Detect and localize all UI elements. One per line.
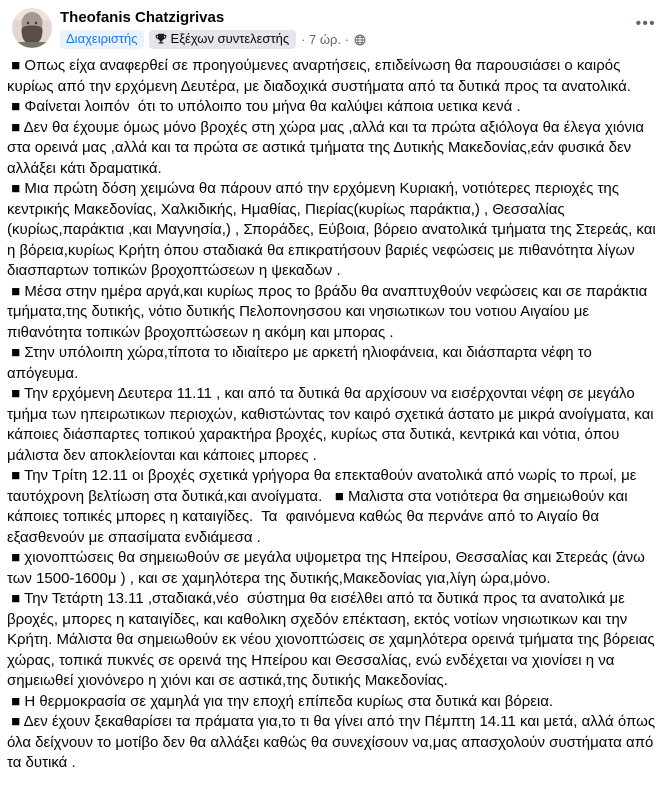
- post-paragraph: ■ Η θερμοκρασία σε χαμηλά για την εποχή επίπεδα κυρίως στα δυτικά και βόρεια.: [7, 692, 554, 710]
- author-name[interactable]: Theofanis Chatzigrivas: [60, 9, 225, 26]
- post-paragraph: ■ Την ερχόμενη Δευτερα 11.11 , και από τα δυτικά θα αρχίσουν να εισέρχονται νέφη σε μεγάλο τμήμα των ηπειρωτικων περιοχών, καθιστώντας τον καιρό σχετικά άστατο με μικρά ανοίγματα, και κάποιες διάσπαρτες τοπικού χαρακτήρα βροχές, κυρίως στα δυτικά, κεντρικά και νότια, όπου μάλιστα δεν αποκλείονται και κάποιες μπορες .: [7, 385, 658, 464]
- avatar[interactable]: [12, 8, 52, 48]
- post-body: [0, 49, 672, 776]
- post-paragraph: ■ Μέσα στην ημέρα αργά,και κυρίως προς το βράδυ θα αναπτυχθούν νεφώσεις και σε παράκτια τμήματα,της δυτικής, νότιο δυτικής Πελοπονησσου και νησιωτικων του νοτιου Αιγαίου με πιθανότητα τοπικών βροχοπτώσεων η ακόμη και μπορας .: [7, 282, 652, 341]
- post-paragraph: ■ Φαίνεται λοιπόν ότι το υπόλοιπο του μήνα θα καλύψει κάποια υετικα κενά .: [7, 98, 521, 115]
- admin-badge[interactable]: Διαχειριστής: [60, 30, 144, 49]
- post-paragraph: ■ Μια πρώτη δόση χειμώνα θα πάρουν από την ερχόμενη Κυριακή, νοτιότερες περιοχές της κεντρικής Μακεδονίας, Χαλκιδικής, Ημαθίας, Πιερίας(κυρίως παράκτια,) , Θεσσαλίας (κυρίως,παράκτια ,και Μαγνησία,) , Σποράδες, Εύβοια, βόρειο ανατολικά τμήματα της Στερεάς, και η βόρεια,κυρίως Κρήτη όπου σταδιακά θα επικρατήσουν βαριές νεφώσεις με πιθανότητα λίγων διασπαρτων τοπικών βροχοπτώσεων η ψεκαδων .: [7, 180, 660, 279]
- contributor-badge-label: Εξέχων συντελεστής: [170, 31, 290, 46]
- post-timestamp[interactable]: · 7 ώρ. ·: [301, 32, 349, 47]
- more-options-button[interactable]: •••: [635, 15, 656, 32]
- post-paragraph: ■ Την Τετάρτη 13.11 ,σταδιακά,νέο σύστημα θα εισέλθει από τα δυτικά προς τα ανατολικά με βροχές, μπορες η καταιγίδες, και καθολικη σχεδόν επέκταση, εκτός νοτίων νησιωτικων και την Κρήτη. Μάλιστα θα σημειωθούν εκ νέου χιονοπτώσεις σε χαμηλότερα ορεινά τμήματα της βόρειας χώρας, τοπικά πυκνές σε ορεινά της Ηπείρου και Θεσσαλίας, ενώ ενδέχεται να χιονίσει η να σημειωθεί χιονόνερο η χιόνι και σε αστικά,της δυτικής Μακεδονίας.: [7, 590, 659, 689]
- post-paragraph: ■ Δεν θα έχουμε όμως μόνο βροχές στη χώρα μας ,αλλά και τα πρώτα αξιόλογα θα έλεγα χιόνια στα ορεινά μας ,αλλά και τα πρώτα σε αστικά τμήματα της Δυτικής Μακεδονίας,εάν φυσικά δεν αλλάξει κάτι δραματικά.: [7, 118, 649, 177]
- post-header: [0, 6, 672, 49]
- avatar-image: [12, 8, 52, 48]
- meta-row: [60, 30, 366, 49]
- contributor-badge: [149, 30, 297, 49]
- globe-icon: [354, 34, 366, 46]
- trophy-icon: [155, 33, 167, 45]
- post-paragraph: ■ Οπως είχα αναφερθεί σε προηγούμενες αναρτήσεις, επιδείνωση θα παρουσιάσει ο καιρός κυρίως από την ερχόμενη Δευτέρα, με διαδοχικά συστήματα από τα δυτικά προς τα ανατολικά.: [7, 57, 631, 95]
- post-paragraph: ■ Δεν έχουν ξεκαθαρίσει τα πράματα για,το τι θα γίνει από την Πέμπτη 14.11 και μετά, αλλά όπως όλα δείχνουν το μοτίβο δεν θα αλλάξει καθώς θα συνεχίσουν να,μας απασχολούν συστήματα από τα δυτικά .: [7, 713, 660, 771]
- post-paragraph: ■ Στην υπόλοιπη χώρα,τίποτα το ιδιαίτερο με αρκετή ηλιοφάνεια, και διάσπαρτα νέφη το απόγευμα.: [7, 344, 597, 382]
- post-paragraph: ■ Την Τρίτη 12.11 οι βροχές σχετικά γρήγορα θα επεκταθούν ανατολικά από νωρίς το πρωί, με ταυτόχρονη βελτίωση στα δυτικά,και ανοίγματα. ■ Μαλιστα στα νοτιότερα θα σημειωθούν και κάποιες τοπικές μπορες η καταιγίδες. Τα φαινόμενα καθώς θα περνάνε από το Αιγαίο θα εξασθενούν με σπασίματα ενδιάμεσα .: [7, 467, 641, 546]
- post-paragraph: ■ χιονοπτώσεις θα σημειωθούν σε μεγάλα υψομετρα της Ηπείρου, Θεσσαλίας και Στερεάς (άνω των 1500-1600μ ) , και σε χαμηλότερα της δυτικής,Μακεδονίας για,λίγη ώρα,μόνο.: [7, 549, 650, 587]
- header-info: [60, 8, 366, 49]
